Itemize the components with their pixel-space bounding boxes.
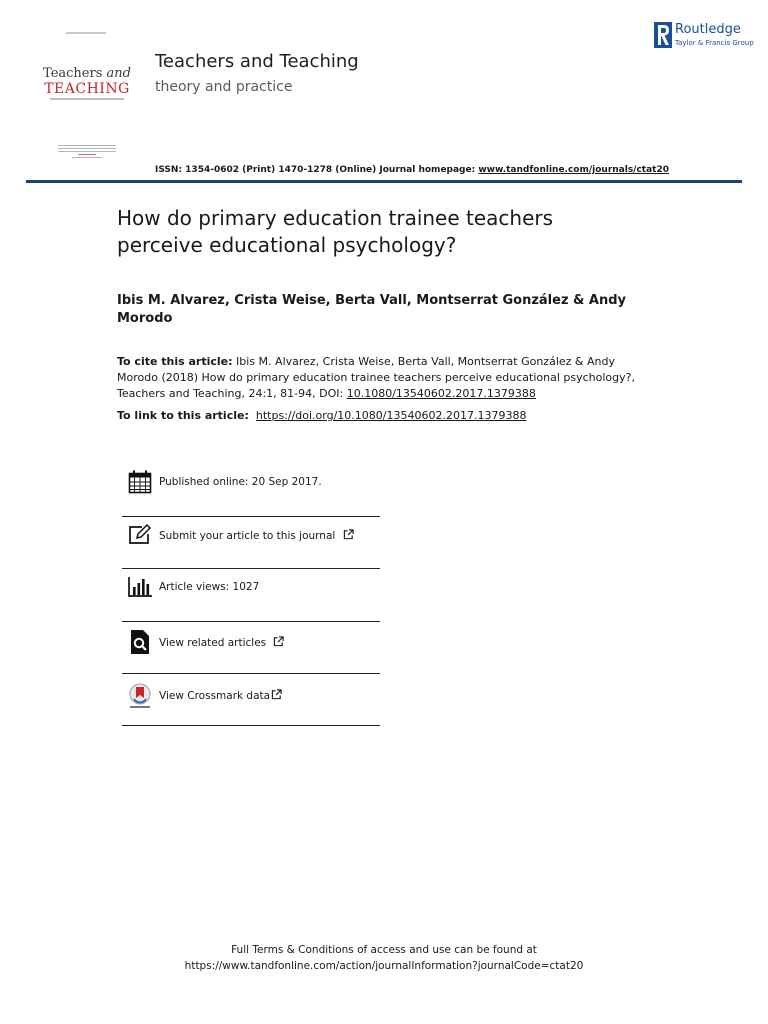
journal-title: Teachers and Teaching — [155, 51, 359, 72]
cover-logo-underline — [50, 98, 124, 100]
external-link-icon — [273, 636, 284, 647]
cite-text: Ibis M. Alvarez, Crista Weise, Berta Vall, Montserrat González & Andy Morodo (2018) How do primary education trainee teachers perceive educational psychology?, Teachers and Teaching, 24:1, 81-94, DOI: — [117, 355, 635, 400]
journal-homepage-link[interactable]: www.tandfonline.com/journals/ctat20 — [478, 165, 670, 175]
cite-doi-link[interactable]: 10.1080/13540602.2017.1379388 — [346, 387, 536, 400]
publisher-name: Routledge — [675, 22, 741, 37]
routledge-r-icon — [654, 22, 672, 48]
article-title: How do primary education trainee teachers perceive educational psychology? — [117, 206, 554, 257]
submit-article-link[interactable]: Submit your article to this journal — [159, 530, 336, 542]
cover-logo-word-teachers: Teachers — [43, 66, 103, 81]
header-divider — [26, 180, 742, 183]
journal-subtitle: theory and practice — [155, 79, 293, 95]
citation-block — [117, 354, 657, 402]
info-divider — [122, 673, 380, 674]
journal-cover-thumbnail — [36, 28, 138, 174]
edit-icon — [128, 523, 152, 547]
related-articles-link[interactable]: View related articles — [159, 637, 267, 649]
publisher-subtitle: Taylor & Francis Group — [675, 39, 754, 47]
footer-terms-text: Full Terms & Conditions of access and use can be found at — [231, 944, 537, 956]
publisher-logo[interactable] — [654, 22, 754, 50]
cover-fine-print — [58, 145, 116, 160]
issn-text: ISSN: 1354-0602 (Print) 1470-1278 (Online) Journal homepage: — [155, 165, 479, 175]
info-divider — [122, 725, 380, 726]
info-divider — [122, 516, 380, 517]
footer-terms-link[interactable]: https://www.tandfonline.com/action/journalInformation?journalCode=ctat20 — [184, 960, 584, 972]
article-views-item — [122, 575, 380, 627]
related-articles-item[interactable] — [122, 630, 380, 682]
crossmark-icon — [128, 683, 152, 709]
calendar-icon — [128, 470, 152, 494]
crossmark-item[interactable] — [122, 683, 380, 735]
external-link-icon — [343, 529, 354, 540]
cover-logo-teaching: TEACHING — [44, 81, 130, 97]
published-date: Published online: 20 Sep 2017. — [159, 476, 322, 488]
info-divider — [122, 568, 380, 569]
footer-terms — [0, 942, 768, 974]
cover-top-mark — [66, 32, 106, 34]
article-link-line — [117, 408, 657, 424]
crossmark-link[interactable]: View Crossmark data — [159, 690, 271, 702]
document-search-icon — [128, 630, 152, 654]
info-divider — [122, 621, 380, 622]
article-authors: Ibis M. Alvarez, Crista Weise, Berta Vall, Montserrat González & Andy Morodo — [117, 293, 627, 326]
external-link-icon — [271, 689, 282, 700]
cover-logo-wordmark — [40, 66, 134, 81]
bar-chart-icon — [128, 575, 152, 599]
article-views-count: Article views: 1027 — [159, 581, 260, 593]
cover-logo-word-and: and — [106, 66, 131, 81]
issn-line — [155, 165, 669, 175]
article-doi-link[interactable]: https://doi.org/10.1080/13540602.2017.1379388 — [255, 409, 527, 422]
published-online-item — [122, 470, 380, 522]
cite-label: To cite this article: — [117, 355, 233, 368]
link-label: To link to this article: — [117, 409, 249, 422]
